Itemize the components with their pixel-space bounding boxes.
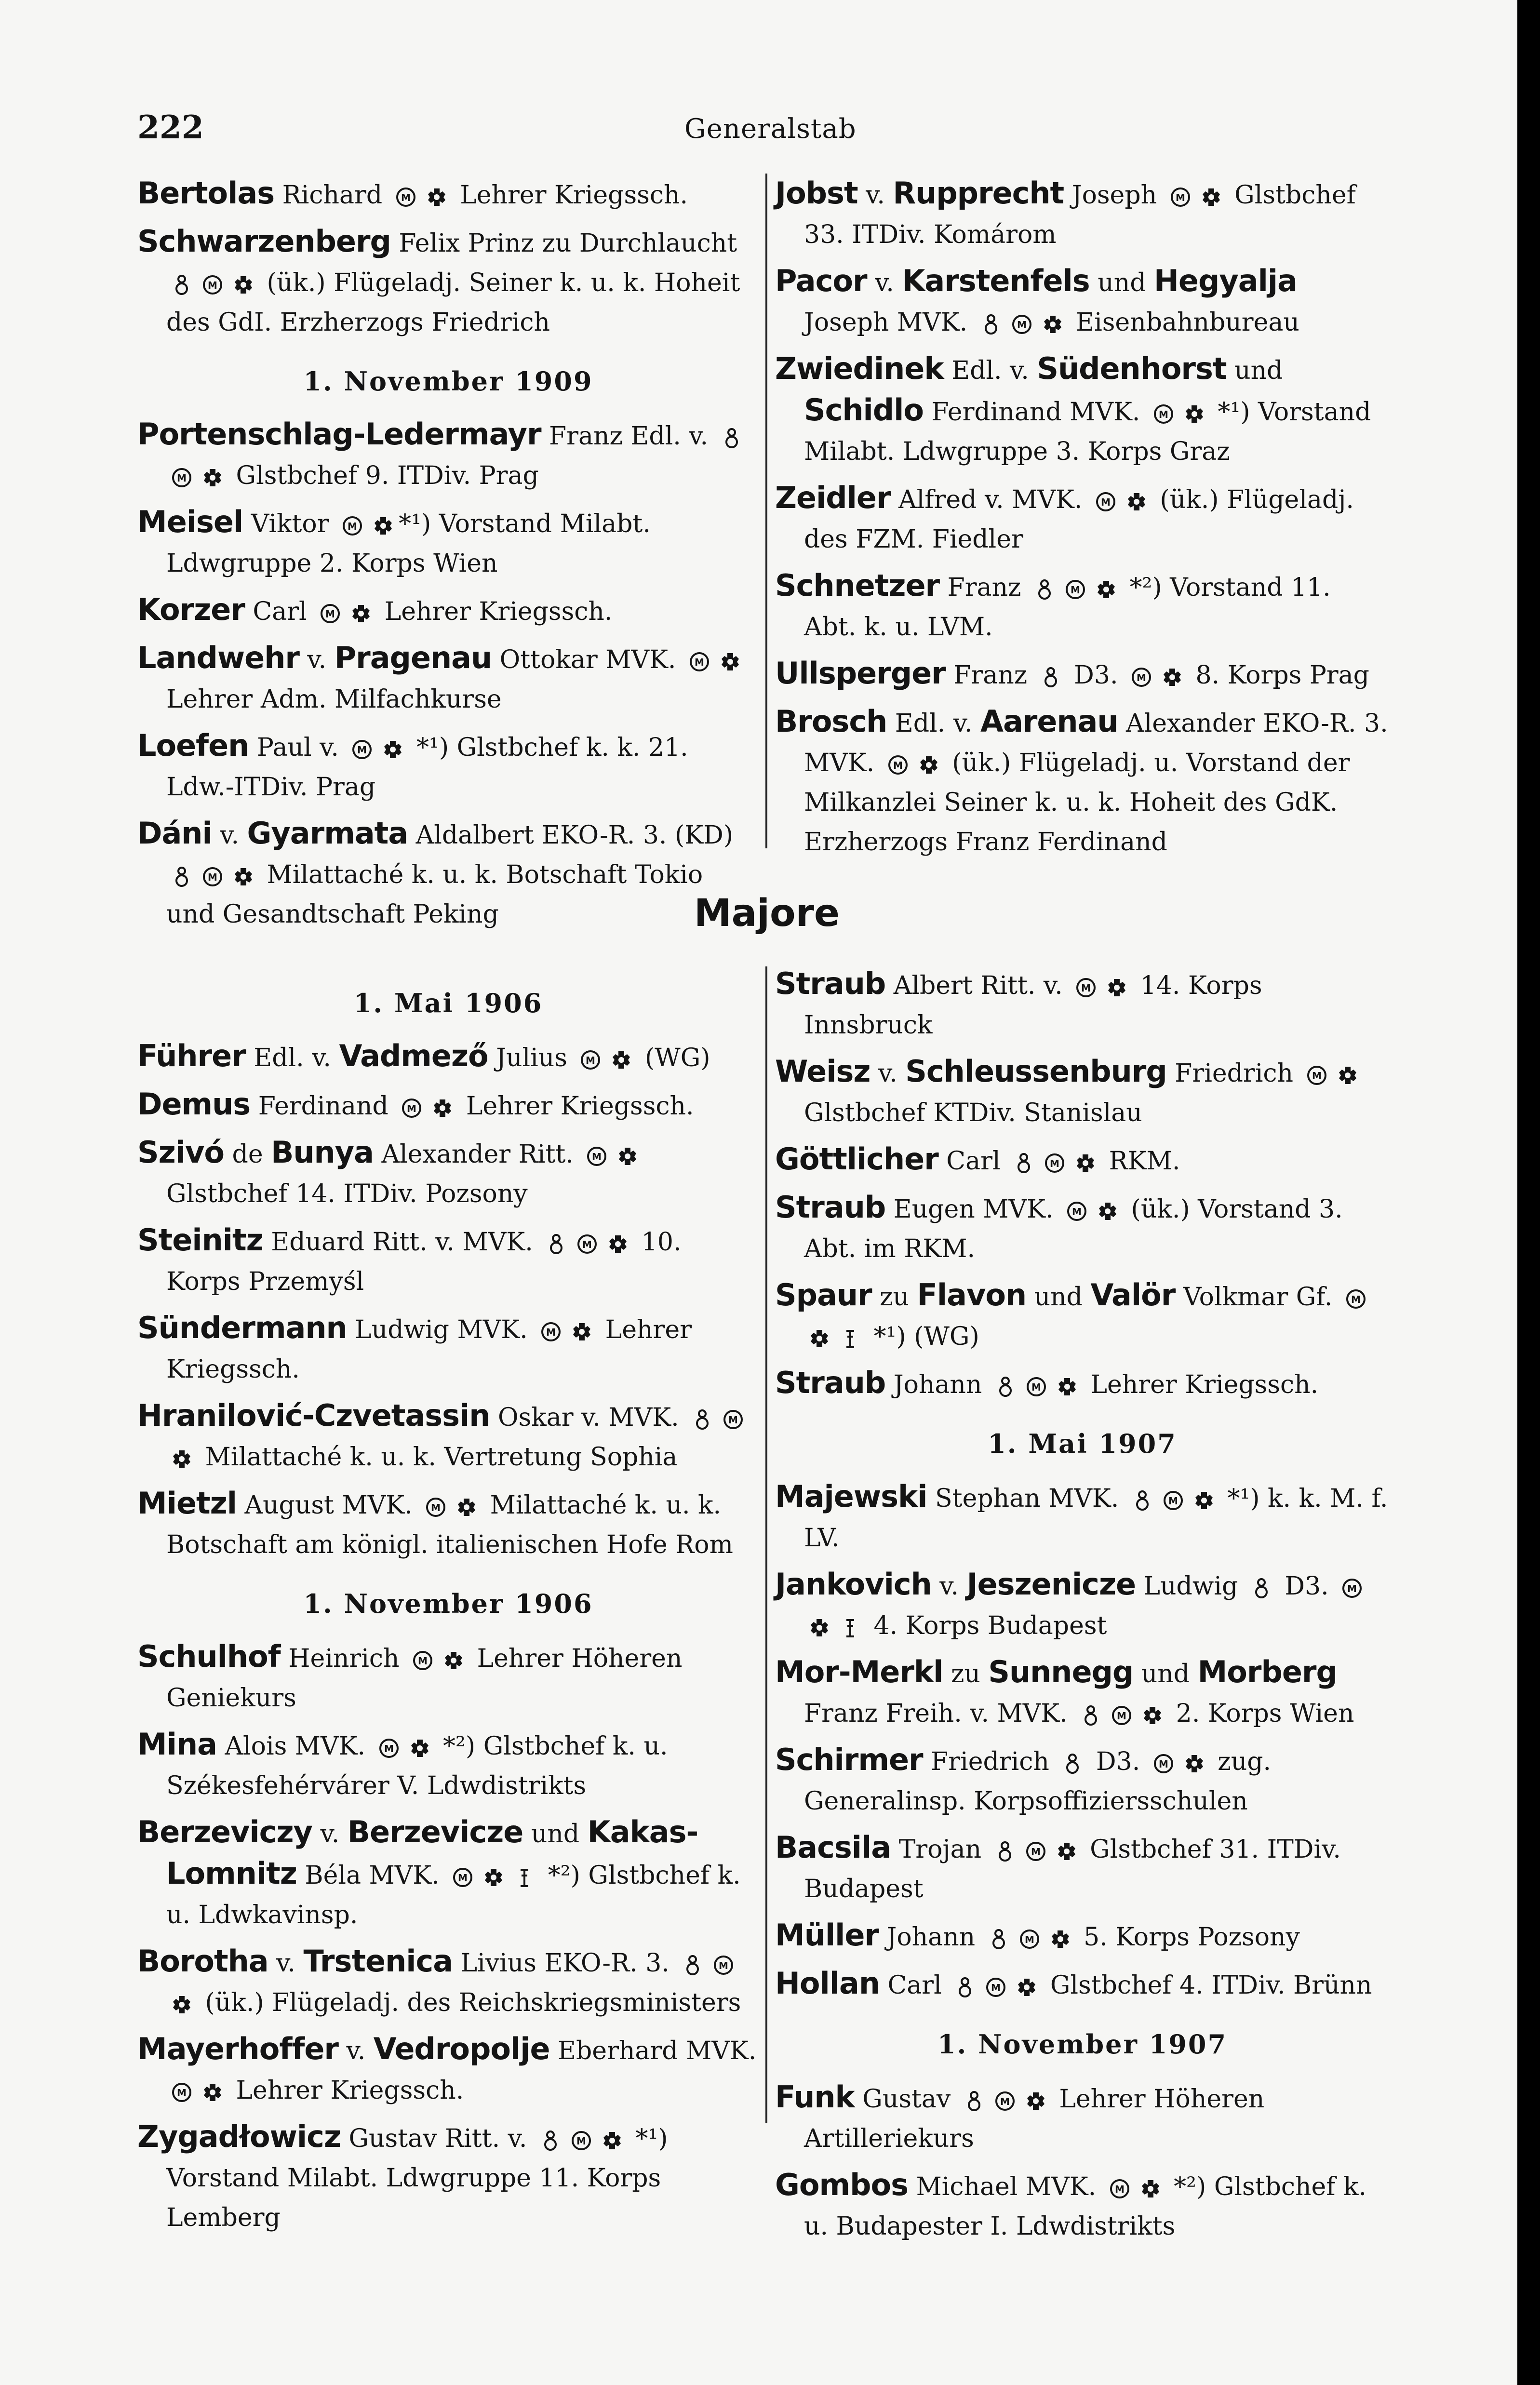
officer-name: Gombos [775, 2167, 908, 2202]
military-merit-medal-icon [202, 866, 223, 887]
order-cross-icon [1062, 1753, 1083, 1774]
military-merit-medal-icon [452, 1867, 473, 1888]
officer-name: Schleussenburg [905, 1054, 1167, 1089]
order-cross-icon [540, 2130, 561, 2151]
column-divider-top [765, 174, 767, 848]
order-cross-icon [1080, 1705, 1101, 1726]
military-merit-medal-icon [1306, 1065, 1327, 1086]
military-merit-medal-icon [1170, 187, 1191, 208]
military-merit-medal-icon [887, 754, 909, 776]
roster-entry: Dáni v. Gyarmata Aldalbert EKO-R. 3. (KD) M Milattaché k. u. k. Botschaft Tokio und Gesandtschaft Peking [137, 816, 734, 929]
military-service-cross-icon [171, 1994, 192, 2015]
military-service-cross-icon [1126, 491, 1147, 512]
officer-name: Majewski [775, 1479, 927, 1514]
roster-entry: Schulhof Heinrich M Lehrer Höheren Geniekurs [137, 1639, 683, 1713]
order-cross-icon [171, 866, 192, 887]
officer-name: Müller [775, 1917, 879, 1953]
order-cross-icon [546, 1233, 567, 1255]
officer-name: Jankovich [775, 1567, 932, 1602]
date-heading: 1. November 1909 [303, 366, 593, 397]
officer-name: Trstenica [303, 1943, 453, 1979]
order-cross-icon [980, 314, 1002, 335]
roster-entry: Berzeviczy v. Berzevicze und Kakas-Lomnitz Béla MVK. M *²) Glstbchef k. u. Ldwkavinsp. [137, 1814, 741, 1929]
roster-entry: Gombos Michael MVK. M *²) Glstbchef k. u. Budapester I. Ldwdistrikts [775, 2167, 1367, 2241]
order-cross-icon [1040, 667, 1061, 688]
military-service-cross-icon [1140, 2178, 1161, 2199]
military-service-cross-icon [202, 2082, 223, 2103]
military-merit-medal-icon [1341, 1578, 1363, 1599]
order-cross-icon [988, 1929, 1009, 1950]
order-cross-icon [994, 1841, 1016, 1862]
officer-name: Straub [775, 1190, 886, 1225]
roster-entry: Zeidler Alfred v. MVK. M (ük.) Flügeladj. des FZM. Fiedler [775, 480, 1354, 554]
officer-name: Weisz [775, 1054, 870, 1089]
officer-name: Zygadłowicz [137, 2119, 341, 2154]
military-service-cross-icon [1201, 187, 1222, 208]
military-service-cross-icon [233, 866, 254, 887]
svg-text:M: M [458, 1872, 468, 1884]
roster-entry: Hranilović-Czvetassin Oskar v. MVK. M Milattaché k. u. k. Vertretung Sophia [137, 1396, 759, 1477]
order-cross-icon [1251, 1578, 1272, 1599]
roster-entry: Brosch Edl. v. Aarenau Alexander EKO-R. 3. MVK. M (ük.) Flügeladj. u. Vorstand der Milkanzlei Seiner k. u. k. Hoheit des GdK. Erzherzogs Franz Ferdinand [775, 704, 1388, 857]
military-service-cross-icon [611, 1049, 632, 1071]
svg-text:M: M [1137, 671, 1146, 683]
date-heading: 1. Mai 1907 [988, 1428, 1177, 1459]
svg-text:M: M [407, 1102, 417, 1114]
svg-text:M: M [348, 520, 358, 532]
roster-entry: Jobst v. Rupprecht Joseph M Glstbchef 33. ITDiv. Komárom [775, 175, 1356, 249]
order-cross-icon [1132, 1490, 1153, 1511]
military-service-cross-icon [426, 187, 447, 208]
military-service-cross-icon [1162, 667, 1183, 688]
roster-entry: Führer Edl. v. Vadmező Julius M (WG) [137, 1038, 710, 1073]
officer-name: Schirmer [775, 1742, 923, 1777]
military-service-cross-icon [1096, 579, 1117, 600]
officer-name: Bacsila [775, 1830, 891, 1865]
officer-name: Valör [1090, 1277, 1176, 1313]
officer-name: Loefen [137, 728, 249, 763]
officer-name: Szivó [137, 1135, 225, 1170]
military-merit-medal-icon [994, 2090, 1016, 2112]
svg-text:M: M [1072, 1206, 1082, 1218]
roster-entry: Mor-Merkl zu Sunnegg und Morberg Franz Freih. v. MVK. M 2. Korps Wien [775, 1654, 1354, 1728]
roster-entry: Straub Johann M Lehrer Kriegssch. [775, 1365, 1319, 1400]
roster-entry: Bertolas Richard M Lehrer Kriegssch. [137, 175, 688, 211]
military-service-cross-icon [1075, 1152, 1096, 1174]
military-service-cross-icon [1042, 314, 1063, 335]
officer-name: Portenschlag-Ledermayr [137, 416, 541, 452]
military-merit-medal-icon [1109, 2178, 1130, 2199]
roster-entry: Straub Eugen MVK. M (ük.) Vorstand 3. Abt. im RKM. [775, 1190, 1343, 1263]
svg-text:M: M [1117, 1710, 1127, 1722]
svg-text:M: M [695, 656, 704, 668]
svg-text:M: M [546, 1326, 556, 1338]
date-heading: 1. November 1906 [303, 1588, 593, 1619]
svg-text:M: M [384, 1742, 394, 1755]
roster-entry: Weisz v. Schleussenburg Friedrich M Glstbchef KTDiv. Stanislau [775, 1052, 1390, 1133]
military-service-cross-icon [1025, 2090, 1046, 2112]
officer-name: Mayerhoffer [137, 2031, 338, 2066]
military-merit-medal-icon [571, 2130, 592, 2151]
officer-name: Schnetzer [775, 568, 940, 603]
military-merit-medal-icon [395, 187, 416, 208]
officer-name: Flavon [917, 1277, 1027, 1313]
officer-name: Bunya [271, 1135, 374, 1170]
svg-text:M: M [1158, 408, 1168, 420]
officer-name: Demus [137, 1086, 251, 1122]
roster-entry: Borotha v. Trstenica Livius EKO-R. 3. M (ük.) Flügeladj. des Reichskriegsministers [137, 1943, 741, 2017]
roster-entry: Jankovich v. Jeszenicze Ludwig D3. M 4. Korps Budapest [775, 1565, 1390, 1646]
officer-name: Vedropolje [373, 2031, 550, 2066]
column-divider-bottom [765, 966, 767, 2123]
officer-name: Spaur [775, 1277, 872, 1313]
officer-name: Schwarzenberg [137, 224, 391, 259]
military-service-cross-icon [443, 1650, 464, 1671]
left-column-bottom [137, 964, 759, 2244]
svg-text:M: M [991, 1982, 1001, 1994]
officer-name: Sündermann [137, 1310, 347, 1345]
military-merit-medal-icon [586, 1146, 607, 1167]
roster-entry: Spaur zu Flavon und Valör Volkmar Gf. M *¹) (WG) [775, 1275, 1390, 1356]
order-cross-icon [721, 428, 742, 449]
officer-name: Führer [137, 1038, 246, 1073]
military-merit-medal-icon [689, 651, 710, 672]
officer-name: Meisel [137, 504, 243, 539]
roster-entry: Ullsperger Franz D3. M 8. Korps Prag [775, 656, 1369, 691]
military-service-cross-icon [1193, 1490, 1215, 1511]
military-service-cross-icon [720, 651, 741, 672]
order-cross-icon [1013, 1152, 1034, 1174]
roster-entry: Steinitz Eduard Ritt. v. MVK. M 10. Korps Przemyśl [137, 1222, 682, 1296]
military-merit-medal-icon [1345, 1288, 1366, 1310]
order-cross-icon [692, 1409, 713, 1430]
officer-name: Schidlo [804, 392, 924, 428]
svg-text:M: M [1347, 1582, 1357, 1594]
military-merit-medal-icon [985, 1977, 1006, 1998]
military-service-cross-icon [1016, 1977, 1037, 1998]
iron-crown-order-icon [514, 1867, 535, 1888]
right-column-bottom [775, 964, 1390, 2253]
roster-entry: Mietzl August MVK. M Milattaché k. u. k. Botschaft am königl. italienischen Hofe Rom [137, 1486, 733, 1559]
military-service-cross-icon [617, 1146, 638, 1167]
officer-name: Berzevicze [347, 1814, 523, 1849]
officer-name: Pragenau [334, 640, 492, 675]
military-service-cross-icon [602, 2130, 623, 2151]
military-service-cross-icon [456, 1497, 477, 1518]
military-service-cross-icon [1184, 403, 1205, 425]
roster-entry: Müller Johann M 5. Korps Pozsony [775, 1917, 1300, 1953]
officer-name: Mietzl [137, 1486, 237, 1521]
officer-name: Südenhorst [1037, 351, 1227, 386]
military-service-cross-icon [1050, 1929, 1071, 1950]
military-merit-medal-icon [723, 1409, 744, 1430]
order-cross-icon [171, 274, 192, 295]
military-service-cross-icon [1057, 1376, 1078, 1397]
military-merit-medal-icon [1153, 1753, 1174, 1774]
svg-text:M: M [1050, 1157, 1060, 1169]
svg-text:M: M [1175, 191, 1185, 203]
military-service-cross-icon [409, 1738, 430, 1759]
military-merit-medal-icon [1095, 491, 1116, 512]
svg-text:M: M [418, 1655, 428, 1667]
military-merit-medal-icon [540, 1321, 562, 1342]
military-service-cross-icon [1337, 1065, 1358, 1086]
officer-name: Hollan [775, 1966, 880, 2001]
military-service-cross-icon [233, 274, 254, 295]
officer-name: Steinitz [137, 1222, 263, 1258]
svg-text:M: M [177, 2087, 187, 2099]
military-service-cross-icon [571, 1321, 592, 1342]
officer-name: Funk [775, 2079, 855, 2115]
svg-text:M: M [592, 1151, 602, 1163]
military-merit-medal-icon [342, 515, 363, 536]
svg-text:M: M [728, 1414, 738, 1426]
military-merit-medal-icon [378, 1738, 400, 1759]
date-heading: 1. Mai 1906 [353, 988, 543, 1018]
military-merit-medal-icon [1044, 1152, 1065, 1174]
order-cross-icon [995, 1376, 1016, 1397]
svg-text:M: M [401, 191, 411, 203]
svg-text:M: M [1100, 496, 1111, 508]
military-merit-medal-icon [171, 2082, 192, 2103]
officer-name: Mor-Merkl [775, 1654, 943, 1689]
roster-entry: Schirmer Friedrich D3. M zug. Generalinsp. Korpsoffiziersschulen [775, 1742, 1272, 1816]
svg-text:M: M [208, 279, 217, 291]
svg-text:M: M [177, 472, 187, 484]
svg-text:M: M [893, 759, 903, 771]
military-merit-medal-icon [351, 739, 373, 760]
officer-name: Ullsperger [775, 656, 946, 691]
roster-entry: Meisel Viktor M *¹) Vorstand Milabt. Ldwgruppe 2. Korps Wien [137, 504, 651, 578]
roster-entry: Zwiedinek Edl. v. Südenhorst und Schidlo Ferdinand MVK. M *¹) Vorstand Milabt. Ldwgruppe 3. Korps Graz [775, 351, 1371, 466]
svg-text:M: M [1312, 1070, 1322, 1082]
military-service-cross-icon [202, 467, 223, 488]
roster-entry: Straub Albert Ritt. v. M 14. Korps Innsbruck [775, 966, 1262, 1040]
officer-name: Brosch [775, 704, 887, 739]
officer-name: Borotha [137, 1943, 268, 1979]
military-merit-medal-icon [576, 1233, 598, 1255]
svg-text:M: M [1031, 1846, 1041, 1858]
military-service-cross-icon [1097, 1201, 1118, 1222]
officer-name: Zwiedinek [775, 351, 944, 386]
roster-entry: Majewski Stephan MVK. M *¹) k. k. M. f. LV. [775, 1479, 1388, 1553]
officer-name: Sunnegg [988, 1654, 1134, 1689]
officer-name: Korzer [137, 592, 245, 627]
military-merit-medal-icon [1066, 1201, 1087, 1222]
military-merit-medal-icon [1025, 1841, 1046, 1862]
svg-text:M: M [576, 2135, 586, 2147]
svg-text:M: M [1114, 2183, 1125, 2195]
roster-entry: Mayerhoffer v. Vedropolje Eberhard MVK. M Lehrer Kriegssch. [137, 2031, 757, 2105]
military-merit-medal-icon [1026, 1376, 1047, 1397]
military-merit-medal-icon [1011, 314, 1032, 335]
svg-text:M: M [1351, 1293, 1361, 1305]
military-merit-medal-icon [401, 1098, 422, 1119]
military-service-cross-icon [809, 1617, 830, 1638]
military-merit-medal-icon [1075, 977, 1097, 998]
roster-entry: Funk Gustav M Lehrer Höheren Artilleriekurs [775, 2079, 1265, 2153]
section-title: Majore [694, 892, 840, 935]
svg-text:M: M [431, 1501, 441, 1514]
officer-name: Gyarmata [247, 816, 408, 851]
officer-name: Pacor [775, 263, 867, 298]
military-service-cross-icon [918, 754, 939, 776]
roster-entry: Schwarzenberg Felix Prinz zu Durchlaucht M (ük.) Flügeladj. Seiner k. u. k. Hoheit des GdI. Erzherzogs Friedrich [137, 224, 740, 337]
svg-text:M: M [582, 1238, 592, 1250]
military-service-cross-icon [1142, 1705, 1163, 1726]
svg-text:M: M [1017, 319, 1027, 331]
military-service-cross-icon [809, 1328, 830, 1349]
left-column-top [137, 174, 759, 941]
roster-entry: Mina Alois MVK. M *²) Glstbchef k. u. Székesfehérvárer V. Ldwdistrikts [137, 1727, 668, 1800]
iron-crown-order-icon [840, 1617, 861, 1638]
officer-name: Straub [775, 966, 886, 1001]
officer-name: Zeidler [775, 480, 891, 515]
roster-entry: Schnetzer Franz M *²) Vorstand 11. Abt. k. u. LVM. [775, 568, 1331, 642]
officer-name: Aarenau [980, 704, 1118, 739]
officer-name: Straub [775, 1365, 886, 1400]
officer-name: Hranilović-Czvetassin [137, 1398, 490, 1433]
date-heading: 1. November 1907 [937, 2029, 1228, 2060]
roster-entry: Szivó de Bunya Alexander Ritt. M Glstbchef 14. ITDiv. Pozsony [137, 1133, 759, 1214]
running-header: Generalstab [684, 113, 857, 145]
officer-name: Morberg [1197, 1654, 1337, 1689]
page-number: 222 [137, 108, 204, 146]
order-cross-icon [1034, 579, 1055, 600]
military-merit-medal-icon [1131, 667, 1152, 688]
military-service-cross-icon [350, 603, 372, 624]
svg-text:M: M [586, 1054, 596, 1066]
officer-name: Landwehr [137, 640, 299, 675]
svg-text:M: M [1031, 1381, 1041, 1393]
svg-text:M: M [325, 608, 335, 620]
officer-name: Rupprecht [893, 175, 1064, 211]
military-merit-medal-icon [1019, 1929, 1040, 1950]
roster-entry: Landwehr v. Pragenau Ottokar MVK. M Lehrer Adm. Milfachkurse [137, 638, 759, 719]
svg-text:M: M [1024, 1933, 1034, 1945]
military-merit-medal-icon [1065, 579, 1086, 600]
svg-text:M: M [719, 1959, 729, 1971]
roster-entry: Zygadłowicz Gustav Ritt. v. M *¹) Vorstand Milabt. Ldwgruppe 11. Korps Lemberg [137, 2119, 668, 2232]
officer-name: Karstenfels [902, 263, 1090, 298]
military-merit-medal-icon [713, 1955, 734, 1976]
svg-text:M: M [1071, 584, 1080, 596]
roster-entry: Sündermann Ludwig MVK. M Lehrer Kriegssch. [137, 1310, 692, 1384]
officer-name: Bertolas [137, 175, 275, 211]
military-service-cross-icon [1106, 977, 1127, 998]
officer-name: Vadmező [339, 1038, 488, 1073]
military-merit-medal-icon [171, 467, 192, 488]
officer-name: Berzeviczy [137, 1814, 312, 1849]
military-merit-medal-icon [1111, 1705, 1132, 1726]
military-merit-medal-icon [1163, 1490, 1184, 1511]
military-merit-medal-icon [425, 1497, 446, 1518]
military-service-cross-icon [483, 1867, 504, 1888]
roster-entry: Hollan Carl M Glstbchef 4. ITDiv. Brünn [775, 1966, 1372, 2001]
military-service-cross-icon [432, 1098, 453, 1119]
military-merit-medal-icon [202, 274, 223, 295]
officer-name: Jeszenicze [966, 1567, 1136, 1602]
order-cross-icon [682, 1955, 703, 1976]
military-merit-medal-icon [580, 1049, 601, 1071]
officer-name: Jobst [775, 175, 858, 211]
officer-name: Schulhof [137, 1639, 281, 1674]
officer-name: Kakas-Lomnitz [166, 1814, 698, 1891]
roster-entry: Loefen Paul v. M *¹) Glstbchef k. k. 21. Ldw.-ITDiv. Prag [137, 728, 688, 802]
svg-text:M: M [1158, 1758, 1168, 1770]
military-service-cross-icon [171, 1448, 192, 1470]
officer-name: Mina [137, 1727, 217, 1762]
roster-entry: Portenschlag-Ledermayr Franz Edl. v. M Glstbchef 9. ITDiv. Prag [137, 415, 759, 496]
military-service-cross-icon [1056, 1841, 1077, 1862]
officer-name: Göttlicher [775, 1141, 938, 1177]
svg-text:M: M [208, 871, 217, 883]
svg-text:M: M [1000, 2095, 1010, 2107]
officer-name: Hegyalja [1154, 263, 1297, 298]
roster-entry: Korzer Carl M Lehrer Kriegssch. [137, 592, 613, 627]
roster-entry: Demus Ferdinand M Lehrer Kriegssch. [137, 1086, 694, 1122]
military-service-cross-icon [607, 1233, 629, 1255]
order-cross-icon [964, 2090, 985, 2112]
military-merit-medal-icon [1153, 403, 1174, 425]
roster-entry: Göttlicher Carl M RKM. [775, 1141, 1180, 1177]
military-service-cross-icon [382, 739, 403, 760]
military-merit-medal-icon [412, 1650, 433, 1671]
military-service-cross-icon [1184, 1753, 1205, 1774]
svg-text:M: M [1081, 982, 1091, 994]
military-merit-medal-icon [320, 603, 341, 624]
military-service-cross-icon [373, 515, 394, 536]
iron-crown-order-icon [840, 1328, 861, 1349]
svg-text:M: M [1168, 1495, 1178, 1507]
order-cross-icon [954, 1977, 976, 1998]
svg-text:M: M [357, 744, 367, 756]
roster-entry: Bacsila Trojan M Glstbchef 31. ITDiv. Budapest [775, 1830, 1341, 1903]
roster-entry: Pacor v. Karstenfels und Hegyalja Joseph MVK. M Eisenbahnbureau [775, 263, 1299, 337]
right-column-top [775, 174, 1390, 869]
officer-name: Dáni [137, 816, 212, 851]
